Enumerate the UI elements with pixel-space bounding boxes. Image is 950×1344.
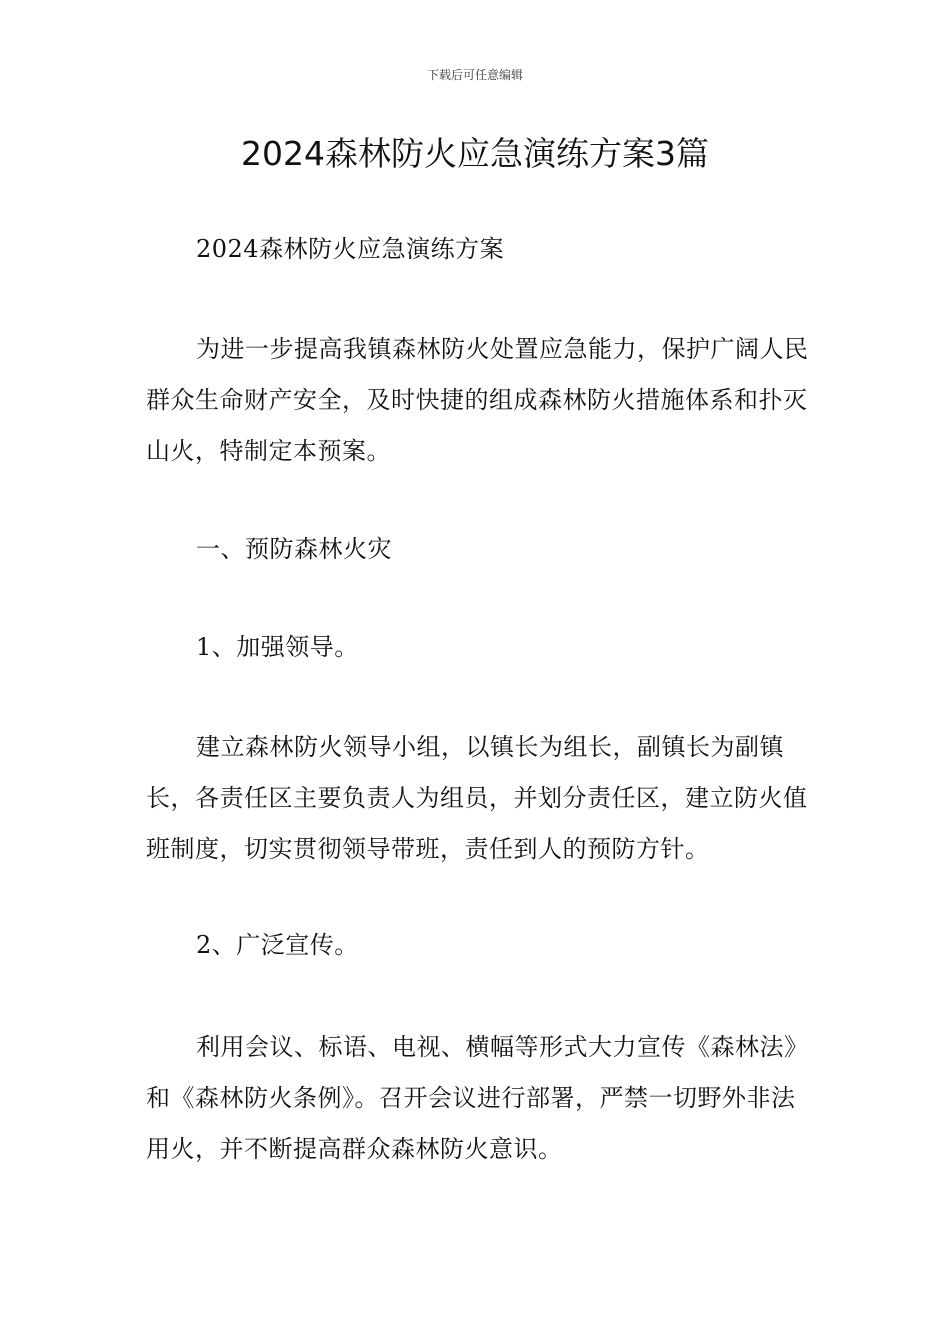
subsection-heading-2: 2、广泛宣传。 [196, 931, 359, 959]
body-paragraph-1: 建立森林防火领导小组，以镇长为组长，副镇长为副镇长，各责任区主要负责人为组员，并划分责任区，建立防火值班制度，切实贯彻领导带班，责任到人的预防方针。 [146, 733, 808, 863]
body-paragraph-2: 利用会议、标语、电视、横幅等形式大力宣传《森林法》和《森林防火条例》。召开会议进行部署，严禁一切野外非法用火，并不断提高群众森林防火意识。 [146, 1033, 809, 1163]
document-title: 2024森林防火应急演练方案3篇 [241, 134, 709, 173]
intro-paragraph: 为进一步提高我镇森林防火处置应急能力，保护广阔人民群众生命财产安全，及时快捷的组成森林防火措施体系和扑灭山火，特制定本预案。 [146, 335, 809, 465]
subsection-heading-1: 1、加强领导。 [196, 633, 359, 661]
section-heading: 一、预防森林火灾 [196, 535, 392, 563]
subtitle-paragraph: 2024森林防火应急演练方案 [196, 235, 505, 263]
page-header-note: 下载后可任意编辑 [426, 68, 523, 82]
